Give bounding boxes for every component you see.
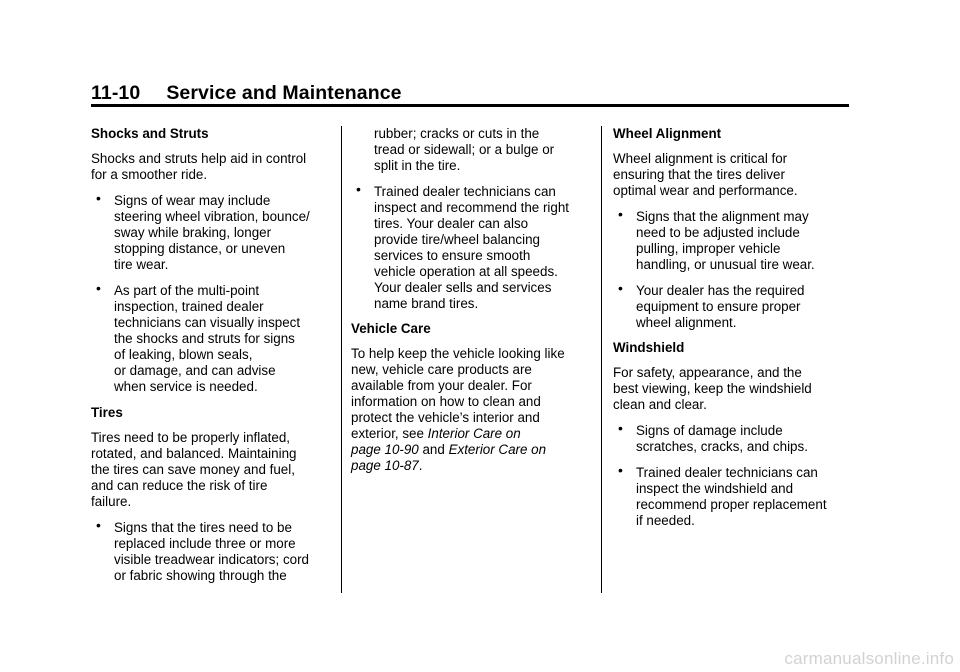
text-line: For safety, appearance, and the <box>613 365 802 380</box>
text-line: or fabric showing through the <box>114 568 287 583</box>
text-line: stopping distance, or uneven <box>114 241 286 256</box>
bullet-text <box>636 209 858 273</box>
bullet-icon: • <box>618 206 623 222</box>
bullet-text <box>374 126 596 174</box>
bullet-icon: • <box>96 280 101 296</box>
text-line: replaced include three or more <box>114 536 296 551</box>
bullet-text <box>114 520 336 584</box>
text-run: exterior, see <box>351 426 428 441</box>
text-line: Signs that the tires need to be <box>114 520 292 535</box>
text-line: scratches, cracks, and chips. <box>636 439 808 454</box>
text-line: and can reduce the risk of tire <box>91 478 268 493</box>
bullet-item <box>613 280 858 331</box>
text-line: rubber; cracks or cuts in the <box>374 126 540 141</box>
text-line: tires. Your dealer can also <box>374 216 529 231</box>
text-run: and <box>418 442 449 457</box>
reference-line <box>351 442 596 458</box>
text-line: inspection, trained dealer <box>114 299 264 314</box>
text-line: new, vehicle care products are <box>351 362 532 377</box>
reference-line <box>351 458 596 474</box>
text-line: inspect and recommend the right <box>374 200 570 215</box>
text-line: equipment to ensure proper <box>636 299 801 314</box>
text-line: name brand tires. <box>374 296 479 311</box>
text-line: As part of the multi-point <box>114 283 260 298</box>
text-line: provide tire/wheel balancing <box>374 232 540 247</box>
text-line: sway while braking, longer <box>114 225 272 240</box>
bullet-item <box>613 420 858 455</box>
bullet-icon: • <box>356 181 361 197</box>
text-run: . <box>418 458 423 473</box>
heading-shocks-and-struts: Shocks and Struts <box>91 126 209 141</box>
text-line: ensuring that the tires deliver <box>613 167 785 182</box>
text-line: inspect the windshield and <box>636 481 794 496</box>
bullet-item <box>91 517 336 584</box>
cross-reference-link[interactable]: page 10-90 <box>351 442 419 457</box>
bullet-text <box>114 283 336 395</box>
text-line: optimal wear and performance. <box>613 183 798 198</box>
column-divider-1 <box>341 126 342 593</box>
text-line: Your dealer has the required <box>636 283 805 298</box>
text-line: available from your dealer. For <box>351 378 532 393</box>
text-line: best viewing, keep the windshield <box>613 381 812 396</box>
reference-line <box>351 426 596 442</box>
bullet-icon: • <box>618 420 623 436</box>
paragraph <box>91 151 336 183</box>
text-line: failure. <box>91 494 132 509</box>
text-line: information on how to clean and <box>351 394 541 409</box>
bullet-text <box>374 184 596 312</box>
text-line: if needed. <box>636 513 695 528</box>
text-line: the shocks and struts for signs <box>114 331 295 346</box>
text-line: Wheel alignment is critical for <box>613 151 788 166</box>
bullet-text <box>636 423 858 455</box>
text-line: or damage, and can advise <box>114 363 276 378</box>
column-divider-2 <box>601 126 602 593</box>
text-line: Shocks and struts help aid in control <box>91 151 307 166</box>
text-line: when service is needed. <box>114 379 258 394</box>
bullet-text <box>636 283 858 331</box>
text-line: tread or sidewall; or a bulge or <box>374 142 555 157</box>
bullet-item <box>351 181 596 312</box>
text-line: protect the vehicle’s interior and <box>351 410 540 425</box>
column-2 <box>351 126 596 474</box>
text-line: visible treadwear indicators; cord <box>114 552 309 567</box>
column-3 <box>613 126 858 529</box>
text-line: steering wheel vibration, bounce/ <box>114 209 310 224</box>
header-rule <box>91 104 849 107</box>
text-line: recommend proper replacement <box>636 497 827 512</box>
text-line: To help keep the vehicle looking like <box>351 346 565 361</box>
column-1 <box>91 126 336 584</box>
paragraph-lines <box>351 346 596 426</box>
bullet-icon: • <box>96 190 101 206</box>
page-number: 11-10 <box>91 82 141 104</box>
paragraph <box>91 430 336 510</box>
bullet-item <box>91 280 336 395</box>
text-line: technicians can visually inspect <box>114 315 301 330</box>
text-line: tire wear. <box>114 257 169 272</box>
text-line: Your dealer sells and services <box>374 280 552 295</box>
heading-tires: Tires <box>91 405 123 420</box>
text-line: of leaking, blown seals, <box>114 347 253 362</box>
bullet-icon: • <box>96 517 101 533</box>
heading-wheel-alignment: Wheel Alignment <box>613 126 722 141</box>
section-title: Service and Maintenance <box>166 82 402 104</box>
text-line: pulling, improper vehicle <box>636 241 781 256</box>
bullet-icon: • <box>618 280 623 296</box>
bullet-item <box>91 190 336 273</box>
text-line: split in the tire. <box>374 158 461 173</box>
bullet-icon: • <box>618 462 623 478</box>
heading-vehicle-care: Vehicle Care <box>351 321 431 336</box>
cross-reference-link[interactable]: Exterior Care on <box>448 442 547 457</box>
text-line: for a smoother ride. <box>91 167 208 182</box>
paragraph <box>613 151 858 199</box>
text-line: the tires can save money and fuel, <box>91 462 295 477</box>
bullet-text <box>636 465 858 529</box>
text-line: wheel alignment. <box>636 315 737 330</box>
text-line: Tires need to be properly inflated, <box>91 430 290 445</box>
text-line: vehicle operation at all speeds. <box>374 264 558 279</box>
text-line: Trained dealer technicians can <box>374 184 556 199</box>
bullet-item <box>613 206 858 273</box>
watermark: carmanualsonline.info <box>784 649 954 668</box>
text-line: Signs that the alignment may <box>636 209 809 224</box>
bullet-text <box>114 193 336 273</box>
bullet-item <box>613 462 858 529</box>
text-line: handling, or unusual tire wear. <box>636 257 815 272</box>
text-line: clean and clear. <box>613 397 707 412</box>
cross-reference-link[interactable]: Interior Care on <box>427 426 521 441</box>
page-header <box>91 82 402 105</box>
text-line: rotated, and balanced. Maintaining <box>91 446 297 461</box>
paragraph <box>351 346 596 474</box>
text-line: Signs of wear may include <box>114 193 271 208</box>
text-line: need to be adjusted include <box>636 225 800 240</box>
paragraph <box>613 365 858 413</box>
text-line: services to ensure smooth <box>374 248 531 263</box>
bullet-continuation <box>351 126 596 174</box>
text-line: Signs of damage include <box>636 423 783 438</box>
text-line: Trained dealer technicians can <box>636 465 818 480</box>
heading-windshield: Windshield <box>613 340 685 355</box>
cross-reference-link[interactable]: page 10-87 <box>351 458 419 473</box>
